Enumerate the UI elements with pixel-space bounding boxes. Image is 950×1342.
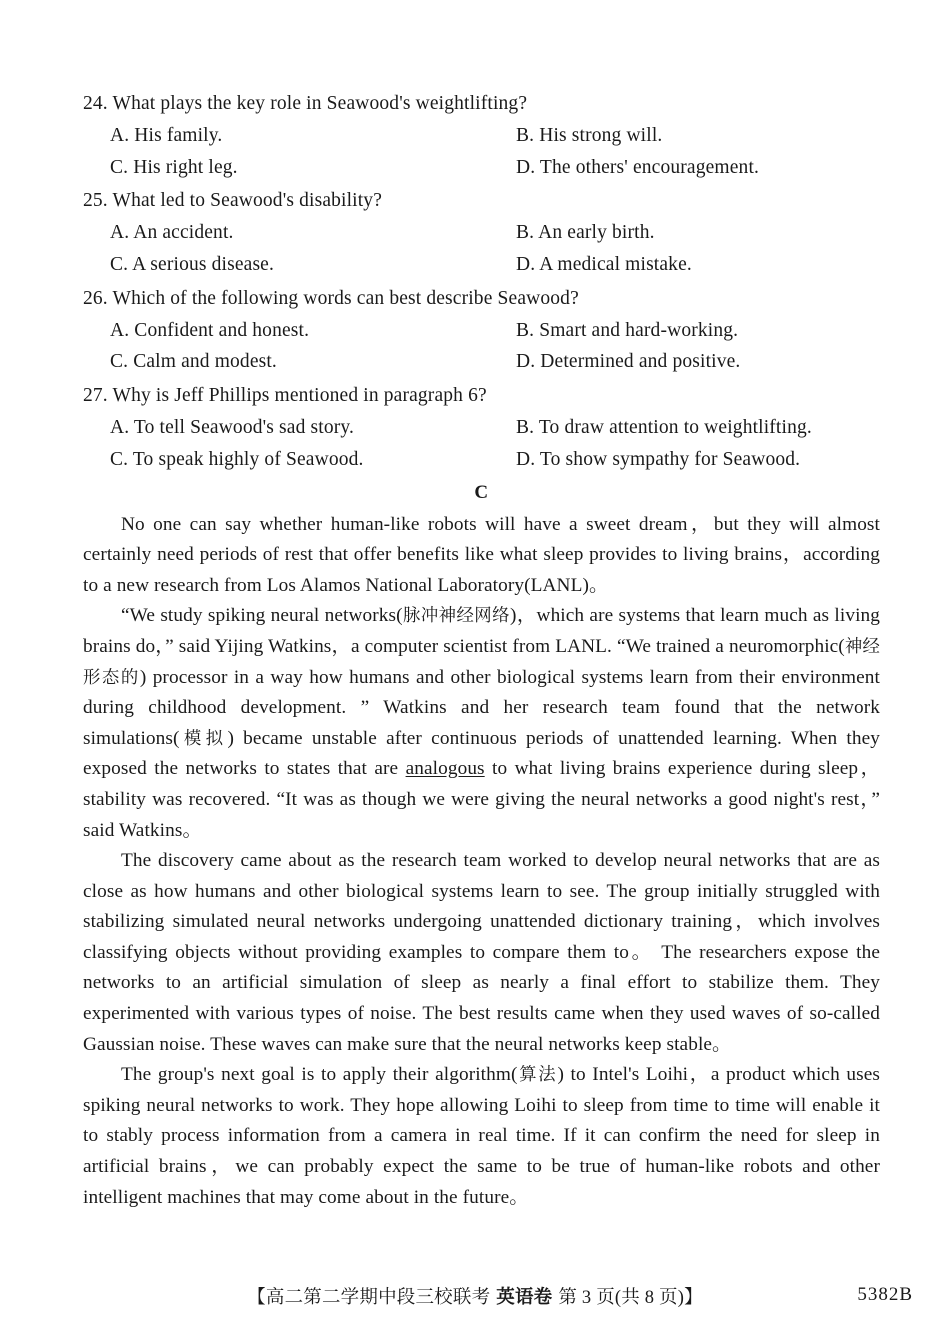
footer-center-text <box>0 1283 950 1309</box>
question-stem <box>83 283 880 315</box>
passage-paragraph-2 <box>83 601 880 846</box>
question-text: What plays the key role in Seawood's weightlifting? <box>112 93 528 114</box>
p2-segment-a: “We study spiking neural networks( <box>121 605 403 627</box>
p2-segment-d: ) became unstable after continuous periods of unattended learning. When they exposed the networks to states that are <box>83 727 881 780</box>
passage-section-label: C <box>474 481 489 503</box>
option-d[interactable]: D. The others' encouragement. <box>516 156 760 178</box>
option-a[interactable]: A. An accident. <box>110 222 234 244</box>
gloss-algorithm: 算法 <box>517 1065 558 1086</box>
footer-subject: 英语卷 <box>496 1287 553 1308</box>
question-text: Why is Jeff Phillips mentioned in paragraph 6? <box>112 385 487 407</box>
question-number: 26. <box>83 287 108 309</box>
question-options <box>83 217 880 281</box>
question-options <box>83 120 880 184</box>
question-number: 24. <box>83 93 108 114</box>
option-b[interactable]: B. Smart and hard-working. <box>516 319 739 341</box>
passage-paragraph-1: No one can say whether human-like robots will have a sweet dream，but they will almost certainly need periods of rest that offer benefits like what sleep provides to living brains，according to a new research from Los Alamos National Laboratory(LANL)。 <box>83 513 880 596</box>
page-footer <box>0 1283 950 1323</box>
option-d[interactable]: D. To show sympathy for Seawood. <box>516 448 801 470</box>
p4-segment-a: The group's next goal is to apply their algorithm( <box>121 1064 518 1086</box>
question-stem <box>83 380 880 412</box>
option-a[interactable]: A. To tell Seawood's sad story. <box>110 416 355 438</box>
question-number: 25. <box>83 190 108 212</box>
question-options <box>83 315 880 379</box>
option-b[interactable]: B. To draw attention to weightlifting. <box>516 416 812 438</box>
question-item <box>83 380 880 475</box>
passage-paragraph-4 <box>83 1060 880 1213</box>
question-item <box>83 88 880 183</box>
option-d[interactable]: D. A medical mistake. <box>516 253 692 275</box>
option-a[interactable]: A. His family. <box>110 124 223 146</box>
p2-segment-c: ) processor in a way how humans and other biological systems learn from their environment during childhood development. ” Watkins and her research team found that the network simulations( <box>83 666 880 749</box>
option-c[interactable]: C. His right leg. <box>110 156 238 178</box>
question-text: What led to Seawood's disability? <box>112 190 383 212</box>
option-b[interactable]: B. An early birth. <box>516 222 655 244</box>
option-a[interactable]: A. Confident and honest. <box>110 319 310 341</box>
question-stem <box>83 88 880 120</box>
page-content <box>83 88 880 1213</box>
option-d[interactable]: D. Determined and positive. <box>516 351 741 373</box>
question-stem <box>83 185 880 217</box>
gloss-neuromorphic: 神经形态的 <box>83 636 880 688</box>
footer-page-info: 第 3 页(共 8 页) <box>558 1288 685 1308</box>
option-c[interactable]: C. To speak highly of Seawood. <box>110 448 364 470</box>
question-number: 27. <box>83 385 108 407</box>
footer-paper-code: 5382B <box>857 1284 913 1305</box>
option-c[interactable]: C. A serious disease. <box>110 253 275 275</box>
option-b[interactable]: B. His strong will. <box>516 124 663 146</box>
option-c[interactable]: C. Calm and modest. <box>110 351 277 373</box>
question-text: Which of the following words can best describe Seawood? <box>112 287 579 309</box>
footer-exam-name: 高二第二学期中段三校联考 <box>265 1287 491 1308</box>
p4-segment-b: ) to Intel's Loihi，a product which uses spiking neural networks to work. They hope allowing Loihi to sleep from time to time will enable it to stably process information from a camera in real time. If it can confirm the need for sleep in artificial brains，we can probably expect the same to be true of human-like robots and other intelligent machines that may come about in the future。 <box>83 1064 881 1208</box>
underlined-word-analogous: analogous <box>405 758 485 780</box>
question-options <box>83 412 880 476</box>
footer-bracket-close: 】 <box>684 1287 703 1308</box>
gloss-spiking-neural-networks: 脉冲神经网络 <box>402 606 510 627</box>
question-item <box>83 283 880 378</box>
p2-segment-e: to what living brains experience during sleep，stability was recovered. “It was as though we were giving the neural networks a good night's rest，” said Watkins。 <box>83 758 880 841</box>
gloss-simulations: 模拟 <box>179 728 228 749</box>
question-item <box>83 185 880 280</box>
p2-segment-b: )，which are systems that learn much as living brains do，” said Yijing Watkins，a computer scientist from LANL. “We trained a neuromorphic( <box>83 605 881 657</box>
passage-paragraph-3: The discovery came about as the research team worked to develop neural networks that are as close as how humans and other biological systems learn to see. The group initially struggled with stabilizing simulated neural networks undergoing unattended dictionary training，which involves classifying objects without providing examples to compare them to。 The researchers expose the networks to an artificial simulation of sleep as nearly a final effort to stabilize them. They experimented with various types of noise. The best results came when they used waves of so-called Gaussian noise. These waves can make sure that the neural networks keep stable。 <box>83 850 880 1055</box>
footer-bracket-open: 【 <box>247 1287 266 1308</box>
